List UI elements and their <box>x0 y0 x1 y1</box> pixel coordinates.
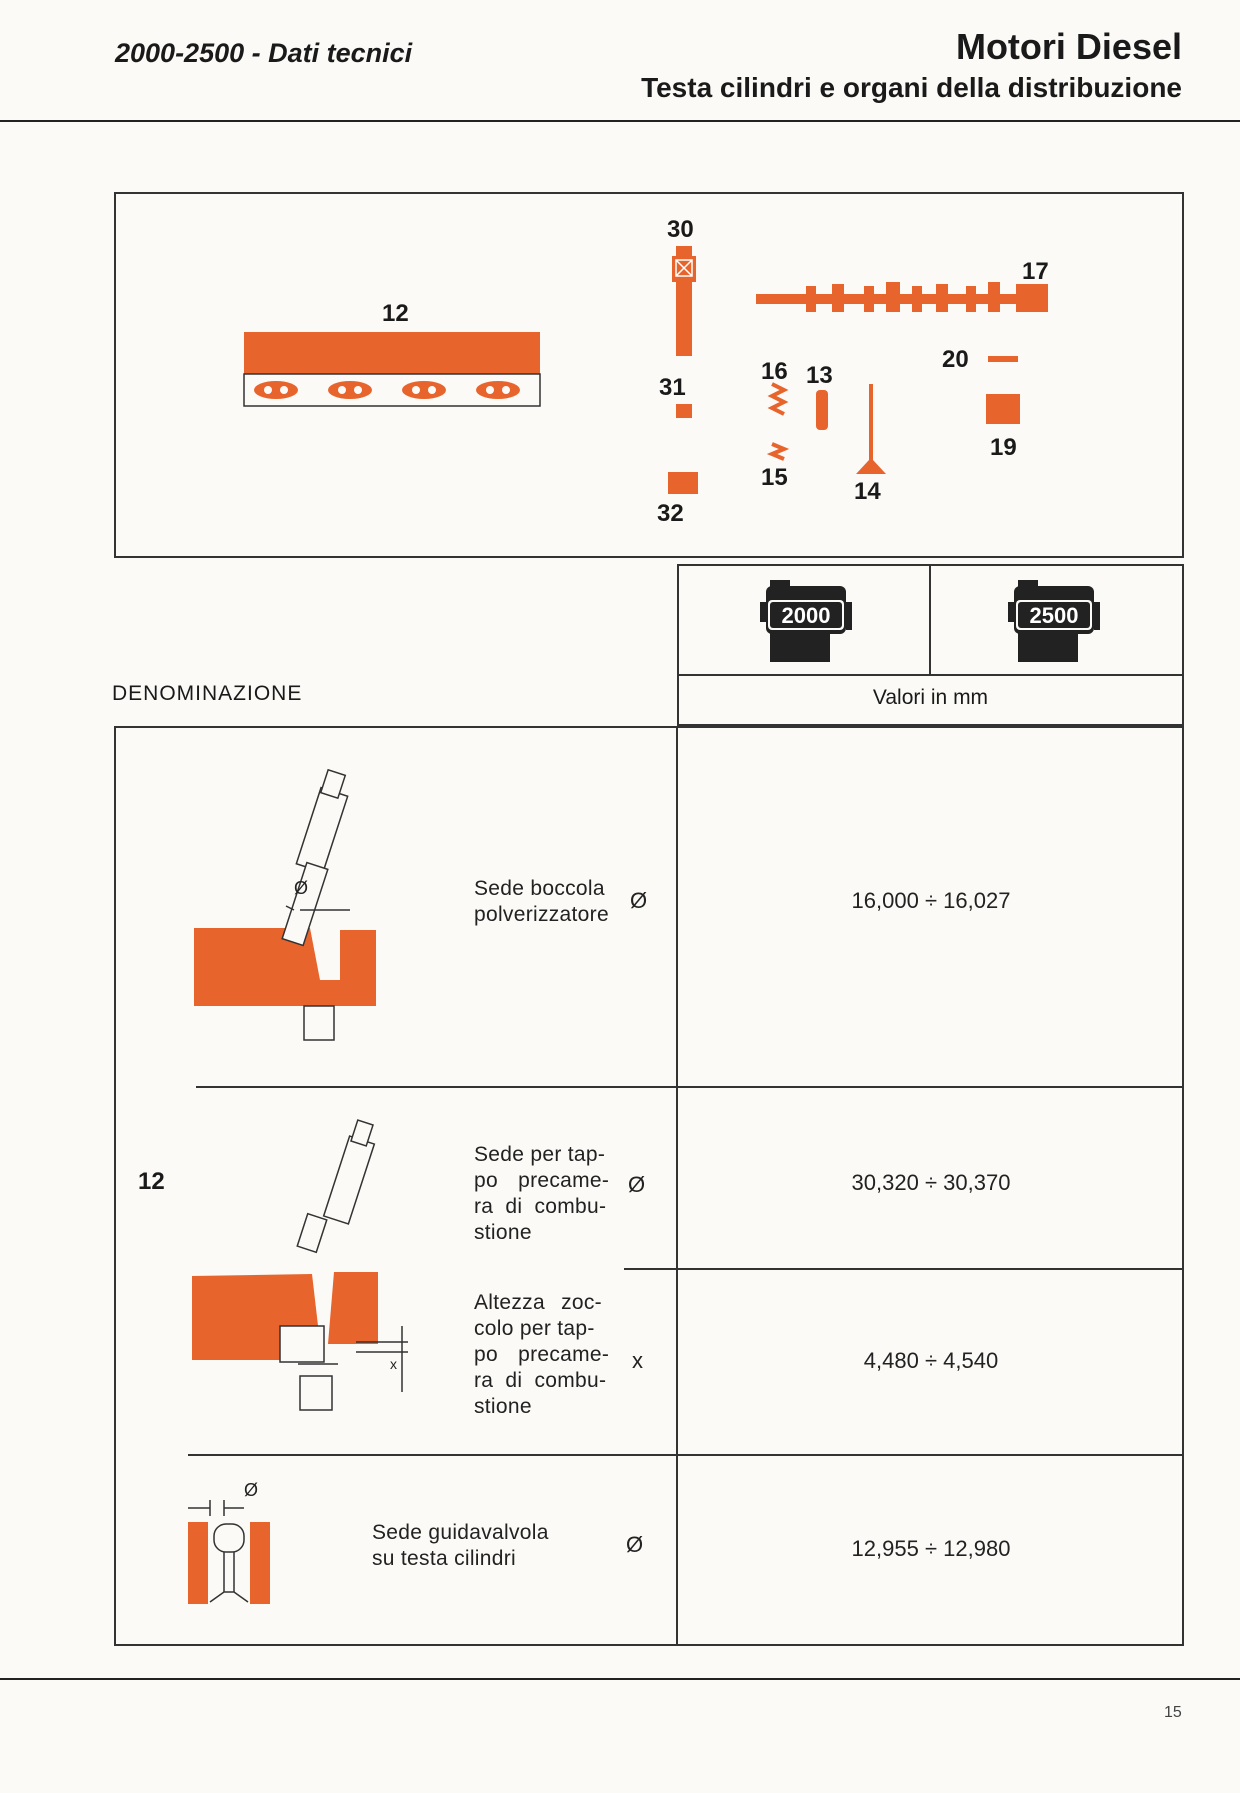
row-4-symbol: Ø <box>626 1532 644 1557</box>
engine-2500-label: 2500 <box>1029 603 1079 628</box>
row-1-line: Sede boccola <box>474 877 605 900</box>
row-2-line: Sede per tap- <box>474 1143 606 1166</box>
part-label: 17 <box>1022 258 1049 285</box>
injector-part <box>672 246 696 356</box>
part-label: 15 <box>761 464 788 491</box>
row-1-line: polverizzatore <box>474 903 609 926</box>
valve-guide-seat-figure <box>184 1482 284 1622</box>
engine-2500-badge <box>1004 576 1104 666</box>
row-3-line: stione <box>474 1395 532 1418</box>
engine-divider <box>929 564 931 676</box>
part-20 <box>988 356 1018 362</box>
valve-part <box>856 384 886 474</box>
page-title: Motori Diesel <box>955 26 1182 67</box>
tappet-part <box>816 390 828 430</box>
page-number: 15 <box>1164 1704 1182 1721</box>
part-32 <box>668 472 698 494</box>
table-row-divider <box>624 1268 1184 1270</box>
row-3-line: Altezza zoc- <box>474 1291 602 1314</box>
engine-2000-label: 2000 <box>781 603 831 628</box>
row-2-line: stione <box>474 1221 532 1244</box>
part-label: 14 <box>854 478 881 505</box>
parts-diagram <box>114 192 1184 558</box>
part-19 <box>986 394 1020 424</box>
figure-diameter-mark: Ø <box>294 878 309 898</box>
engine-header-rule <box>677 674 1184 676</box>
header-rule <box>0 120 1240 122</box>
header-left: 2000-2500 - Dati tecnici <box>115 38 413 68</box>
row-3-symbol: x <box>632 1348 643 1373</box>
row-2-line: po precame- <box>474 1169 610 1192</box>
part-label: 12 <box>382 300 409 327</box>
row-2-symbol: Ø <box>628 1172 646 1197</box>
figure-diameter-mark: Ø <box>244 1480 259 1500</box>
table-row-divider <box>196 1086 1184 1088</box>
part-label: 16 <box>761 358 788 385</box>
footer-rule <box>0 1678 1240 1680</box>
column-denominazione: DENOMINAZIONE <box>112 682 303 705</box>
valve-springs-part <box>772 384 784 459</box>
part-label: 20 <box>942 346 969 373</box>
part-label: 30 <box>667 216 694 243</box>
group-label: 12 <box>138 1168 165 1195</box>
row-3-line: colo per tap- <box>474 1317 595 1340</box>
cylinder-head-part <box>244 332 540 406</box>
table-row-divider <box>188 1454 1184 1456</box>
part-label: 13 <box>806 362 833 389</box>
row-1-value: 16,000 ÷ 16,027 <box>851 888 1011 913</box>
part-label: 31 <box>659 374 686 401</box>
engine-2000-badge <box>756 576 856 666</box>
part-label: 19 <box>990 434 1017 461</box>
prechamber-seat-figure <box>188 1116 418 1416</box>
column-valori: Valori in mm <box>872 686 989 709</box>
row-4-line: Sede guidavalvola <box>372 1521 549 1544</box>
row-2-name <box>474 1142 609 1246</box>
row-3-value: 4,480 ÷ 4,540 <box>863 1348 999 1373</box>
row-1-symbol: Ø <box>630 888 648 913</box>
figure-height-mark: x <box>390 1356 397 1372</box>
row-1-name <box>474 876 609 928</box>
row-3-line: po precame- <box>474 1343 610 1366</box>
part-label: 32 <box>657 500 684 527</box>
row-3-line: ra di combu- <box>474 1369 607 1392</box>
camshaft-part <box>756 282 1048 312</box>
row-4-value: 12,955 ÷ 12,980 <box>851 1536 1011 1561</box>
page-subtitle: Testa cilindri e organi della distribuzione <box>641 72 1182 103</box>
row-3-name <box>474 1290 609 1420</box>
row-2-value: 30,320 ÷ 30,370 <box>851 1170 1011 1195</box>
injector-seat-figure <box>190 760 390 1050</box>
row-4-line: su testa cilindri <box>372 1547 516 1570</box>
parts-illustration <box>116 194 1182 556</box>
row-2-line: ra di combu- <box>474 1195 607 1218</box>
part-31 <box>676 404 692 418</box>
row-4-name <box>372 1520 549 1572</box>
